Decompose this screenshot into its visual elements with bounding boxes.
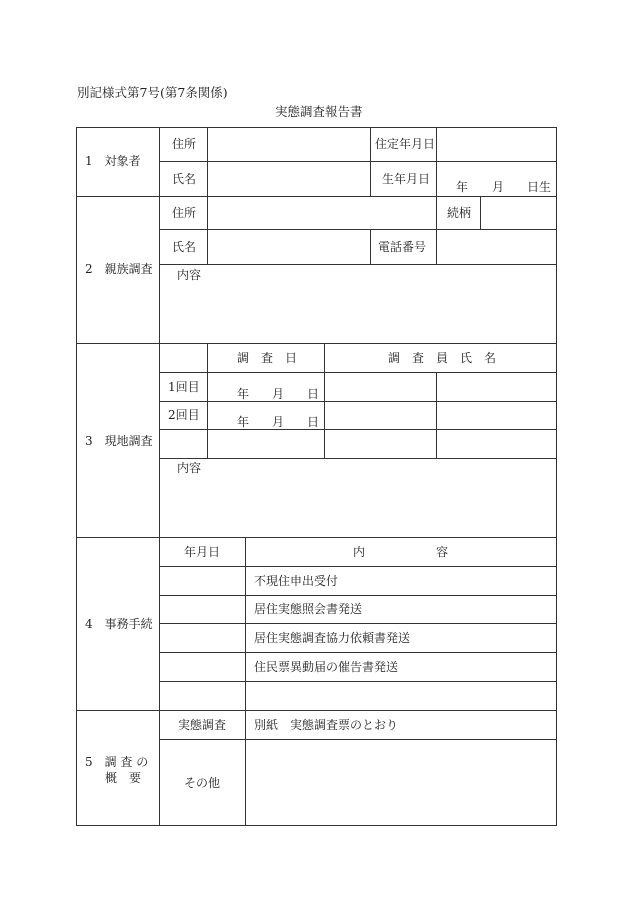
form-number: 別記様式第7号(第7条関係) [77,85,228,100]
s4-content-header-1: 内 [353,545,366,559]
section-5-label-line-2: 概 要 [105,771,142,785]
s3-row-1-day: 日 [307,387,320,401]
s1-birth-year: 年 [456,180,469,194]
s1-birth-date-label: 生年月日 [382,172,431,186]
s5-other-label: その他 [184,776,221,790]
s3-row-1-label: 1回目 [168,380,200,394]
s1-name-label: 氏名 [172,172,197,186]
s4-item-1: 不現住申出受付 [254,574,339,588]
s4-item-2: 居住実態照会書発送 [254,602,363,616]
s4-item-3: 居住実態調査協力依頼書発送 [254,631,411,645]
s3-row-2-month: 月 [272,415,285,429]
s5-survey-value: 別紙 実態調査票のとおり [254,718,399,732]
section-2-label: 2 親族調査 [85,262,153,276]
s2-relation-label: 続柄 [447,206,472,220]
s3-row-2-label: 2回目 [168,408,200,422]
s2-address-label: 住所 [172,206,197,220]
section-1-label: 1 対象者 [85,154,141,168]
s1-birth-month: 月 [492,180,505,194]
section-3-label: 3 現地調査 [85,434,153,448]
s2-phone-label: 電話番号 [378,240,427,254]
s3-row-2-year: 年 [237,415,250,429]
s4-date-header: 年月日 [184,545,221,559]
s3-content-label: 内容 [177,461,202,475]
section-5-label-line-1: 5 調 査 の [85,755,149,769]
s5-survey-label: 実態調査 [178,718,227,732]
s2-content-label: 内容 [177,268,202,282]
s2-name-label: 氏名 [172,240,197,254]
s3-row-1-month: 月 [272,387,285,401]
s3-survey-date-header: 調 査 日 [237,351,298,365]
section-4-label: 4 事務手続 [85,617,153,631]
s3-row-2-day: 日 [307,415,320,429]
s4-item-4: 住民票異動届の催告書発送 [254,660,399,674]
s1-residence-date-label: 住定年月日 [375,137,436,151]
s3-surveyor-header: 調 査 員 氏 名 [388,351,497,365]
s3-row-1-year: 年 [237,387,250,401]
s1-birth-day: 日生 [527,180,552,194]
s4-content-header-2: 容 [436,545,449,559]
page-title: 実態調査報告書 [275,104,363,119]
s1-address-label: 住所 [172,137,197,151]
